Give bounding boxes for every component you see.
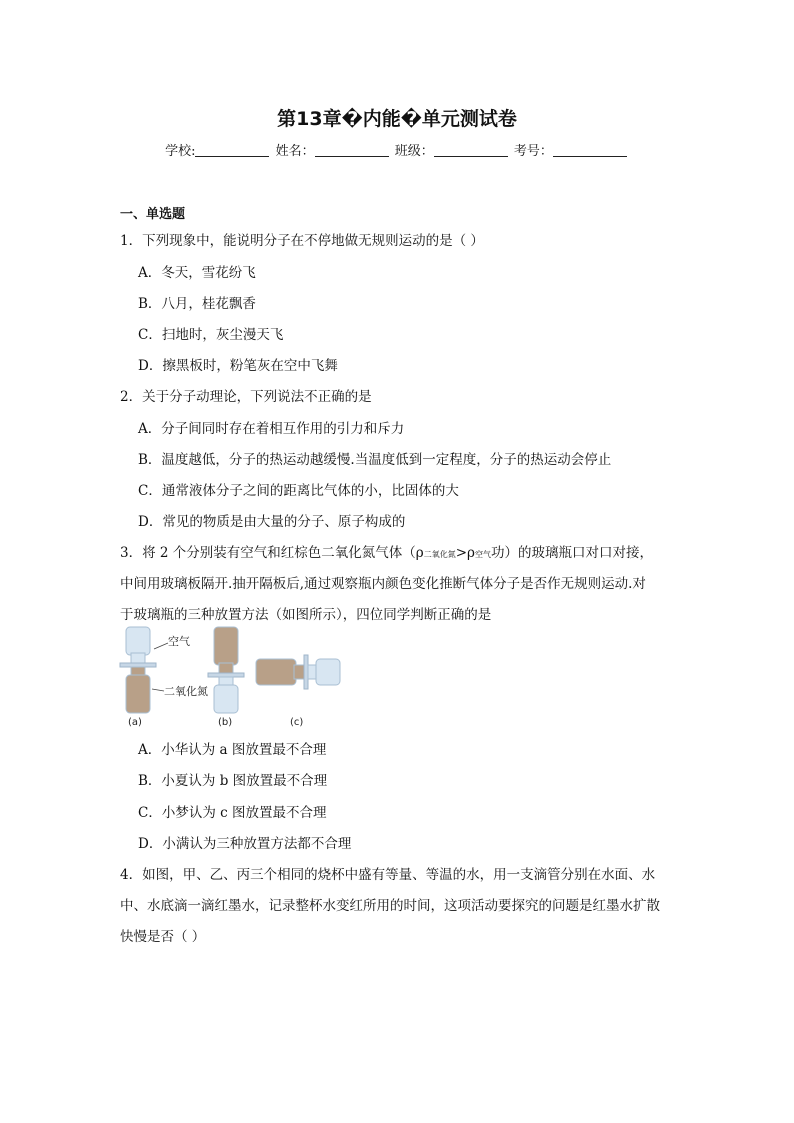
- question-3-option-d: D．小满认为三种放置方法都不合理: [138, 836, 352, 852]
- question-1-option-c: C．扫地时，灰尘漫天飞: [138, 327, 284, 343]
- rho-subscript-no2: 二氧化氮: [423, 550, 456, 559]
- question-2-option-b: B．温度越低，分子的热运动越缓慢.当温度低到一定程度，分子的热运动会停止: [138, 452, 612, 468]
- label-no2: 二氧化氮: [164, 685, 208, 698]
- student-info-line: [0, 140, 794, 159]
- section-heading: 一、单选题: [120, 207, 186, 222]
- question-1-option-b: B．八月，桂花飘香: [138, 296, 256, 312]
- school-blank[interactable]: [195, 144, 269, 157]
- caption-a: (a): [128, 717, 142, 728]
- name-label: 姓名：: [275, 144, 315, 159]
- question-4-stem-line-1: 4．如图，甲、乙、丙三个相同的烧杯中盛有等量、等温的水，用一支滴管分别在水面、水: [120, 867, 656, 883]
- question-2-option-c: C．通常液体分子之间的距离比气体的小，比固体的大: [138, 483, 459, 499]
- question-1-option-d: D．擦黑板时，粉笔灰在空中飞舞: [138, 358, 338, 374]
- class-label: 班级：: [394, 144, 434, 159]
- question-3-option-c: C．小梦认为 c 图放置最不合理: [138, 805, 327, 821]
- question-3-stem-line-1: [120, 541, 653, 561]
- question-1-option-a: A．冬天，雪花纷飞: [138, 265, 256, 281]
- exam-no-blank[interactable]: [553, 144, 627, 157]
- caption-b: (b): [218, 717, 233, 728]
- question-3-stem-line-3: 于玻璃瓶的三种放置方法（如图所示），四位同学判断正确的是: [120, 607, 492, 623]
- caption-c: (c): [290, 717, 304, 728]
- question-2-option-a: A．分子间同时存在着相互作用的引力和斥力: [138, 421, 405, 437]
- question-4-stem-line-3: 快慢是否（ ）: [120, 929, 206, 945]
- question-3-option-b: B．小夏认为 b 图放置最不合理: [138, 773, 328, 789]
- figure-c-bottles: [256, 655, 340, 689]
- page-title: 第13章�内能�单元测试卷: [277, 108, 517, 130]
- figure-b-bottles: [208, 627, 244, 713]
- question-3-stem-part-2: >ρ: [455, 545, 475, 561]
- school-label: 学校:: [165, 144, 196, 159]
- question-3-stem-part-1: 3．将 2 个分别装有空气和红棕色二氧化氮气体（ρ: [120, 545, 424, 561]
- question-2-option-d: D．常见的物质是由大量的分子、原子构成的: [138, 514, 406, 530]
- name-blank[interactable]: [315, 144, 389, 157]
- label-air: 空气: [168, 635, 190, 648]
- question-1-stem: 1．下列现象中，能说明分子在不停地做无规则运动的是（ ）: [120, 233, 484, 249]
- bottle-placement-figure: [118, 625, 348, 730]
- exam-no-label: 考号：: [513, 144, 553, 159]
- rho-subscript-air: 空气: [474, 550, 491, 559]
- question-4-stem-line-2: 中、水底滴一滴红墨水，记录整杯水变红所用的时间，这项活动要探究的问题是红墨水扩散: [120, 898, 660, 914]
- class-blank[interactable]: [434, 144, 508, 157]
- question-3-option-a: A．小华认为 a 图放置最不合理: [138, 742, 327, 758]
- question-3-stem-part-3: 功）的玻璃瓶口对口对接，: [490, 545, 653, 561]
- figure-a-bottles: [120, 627, 156, 713]
- question-2-stem: 2．关于分子动理论，下列说法不正确的是: [120, 389, 372, 405]
- question-3-stem-line-2: 中间用玻璃板隔开.抽开隔板后,通过观察瓶内颜色变化推断气体分子是否作无规则运动.对: [120, 576, 646, 592]
